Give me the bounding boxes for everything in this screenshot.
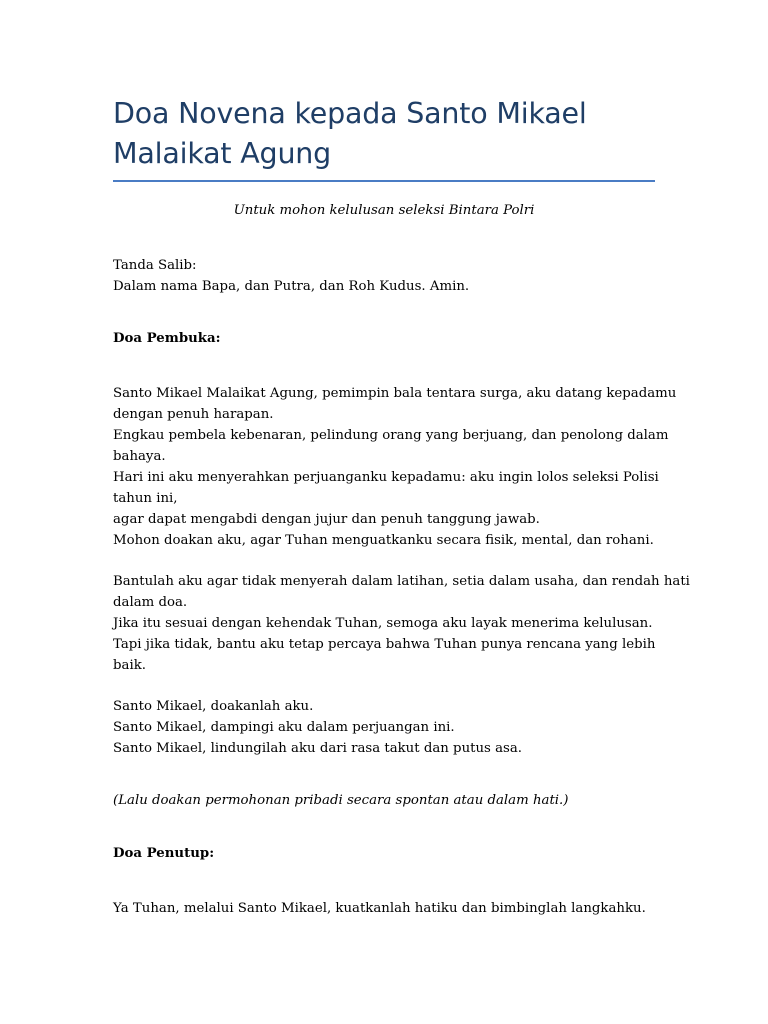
title-line-1: Doa Novena kepada Santo Mikael bbox=[113, 97, 587, 130]
closing-prayer-heading: Doa Penutup: bbox=[113, 846, 215, 861]
paragraph-line: Santo Mikael Malaikat Agung, pemimpin bala tentara surga, aku datang kepadamu bbox=[113, 386, 677, 401]
opening-prayer-heading: Doa Pembuka: bbox=[113, 331, 221, 346]
opening-paragraph-1 bbox=[113, 383, 677, 551]
paragraph-line: baik. bbox=[113, 658, 146, 673]
opening-paragraph-3 bbox=[113, 696, 661, 759]
paragraph-line: dengan penuh harapan. bbox=[113, 407, 274, 422]
opening-paragraph-2 bbox=[113, 571, 690, 676]
paragraph-line: Santo Mikael, doakanlah aku. bbox=[113, 699, 314, 714]
paragraph-line: Jika itu sesuai dengan kehendak Tuhan, semoga aku layak menerima kelulusan. bbox=[113, 616, 653, 631]
personal-petition-instruction: (Lalu doakan permohonan pribadi secara spontan atau dalam hati.) bbox=[113, 793, 569, 808]
paragraph-line: tahun ini, bbox=[113, 491, 178, 506]
paragraph-line: Tapi jika tidak, bantu aku tetap percaya bahwa Tuhan punya rencana yang lebih bbox=[113, 637, 656, 652]
paragraph-line: bahaya. bbox=[113, 449, 166, 464]
sign-of-cross-section bbox=[113, 255, 661, 297]
title-underline bbox=[113, 180, 655, 182]
paragraph-line: Engkau pembela kebenaran, pelindung orang yang berjuang, dan penolong dalam bbox=[113, 428, 669, 443]
sign-of-cross-text: Dalam nama Bapa, dan Putra, dan Roh Kudus. Amin. bbox=[113, 279, 470, 294]
paragraph-line: Hari ini aku menyerahkan perjuanganku kepadamu: aku ingin lolos seleksi Polisi bbox=[113, 470, 659, 485]
paragraph-line: Mohon doakan aku, agar Tuhan menguatkanku secara fisik, mental, dan rohani. bbox=[113, 533, 654, 548]
paragraph-line: dalam doa. bbox=[113, 595, 188, 610]
paragraph-line: Santo Mikael, lindungilah aku dari rasa takut dan putus asa. bbox=[113, 741, 522, 756]
paragraph-line: Bantulah aku agar tidak menyerah dalam latihan, setia dalam usaha, dan rendah hati bbox=[113, 574, 690, 589]
title-line-2: Malaikat Agung bbox=[113, 137, 332, 170]
sign-of-cross-heading: Tanda Salib: bbox=[113, 258, 197, 273]
paragraph-line: Santo Mikael, dampingi aku dalam perjuangan ini. bbox=[113, 720, 455, 735]
paragraph-line: agar dapat mengabdi dengan jujur dan penuh tanggung jawab. bbox=[113, 512, 540, 527]
closing-prayer-text: Ya Tuhan, melalui Santo Mikael, kuatkanlah hatiku dan bimbinglah langkahku. bbox=[113, 901, 646, 916]
document-title bbox=[113, 94, 655, 174]
document-subtitle: Untuk mohon kelulusan seleksi Bintara Polri bbox=[233, 203, 535, 218]
